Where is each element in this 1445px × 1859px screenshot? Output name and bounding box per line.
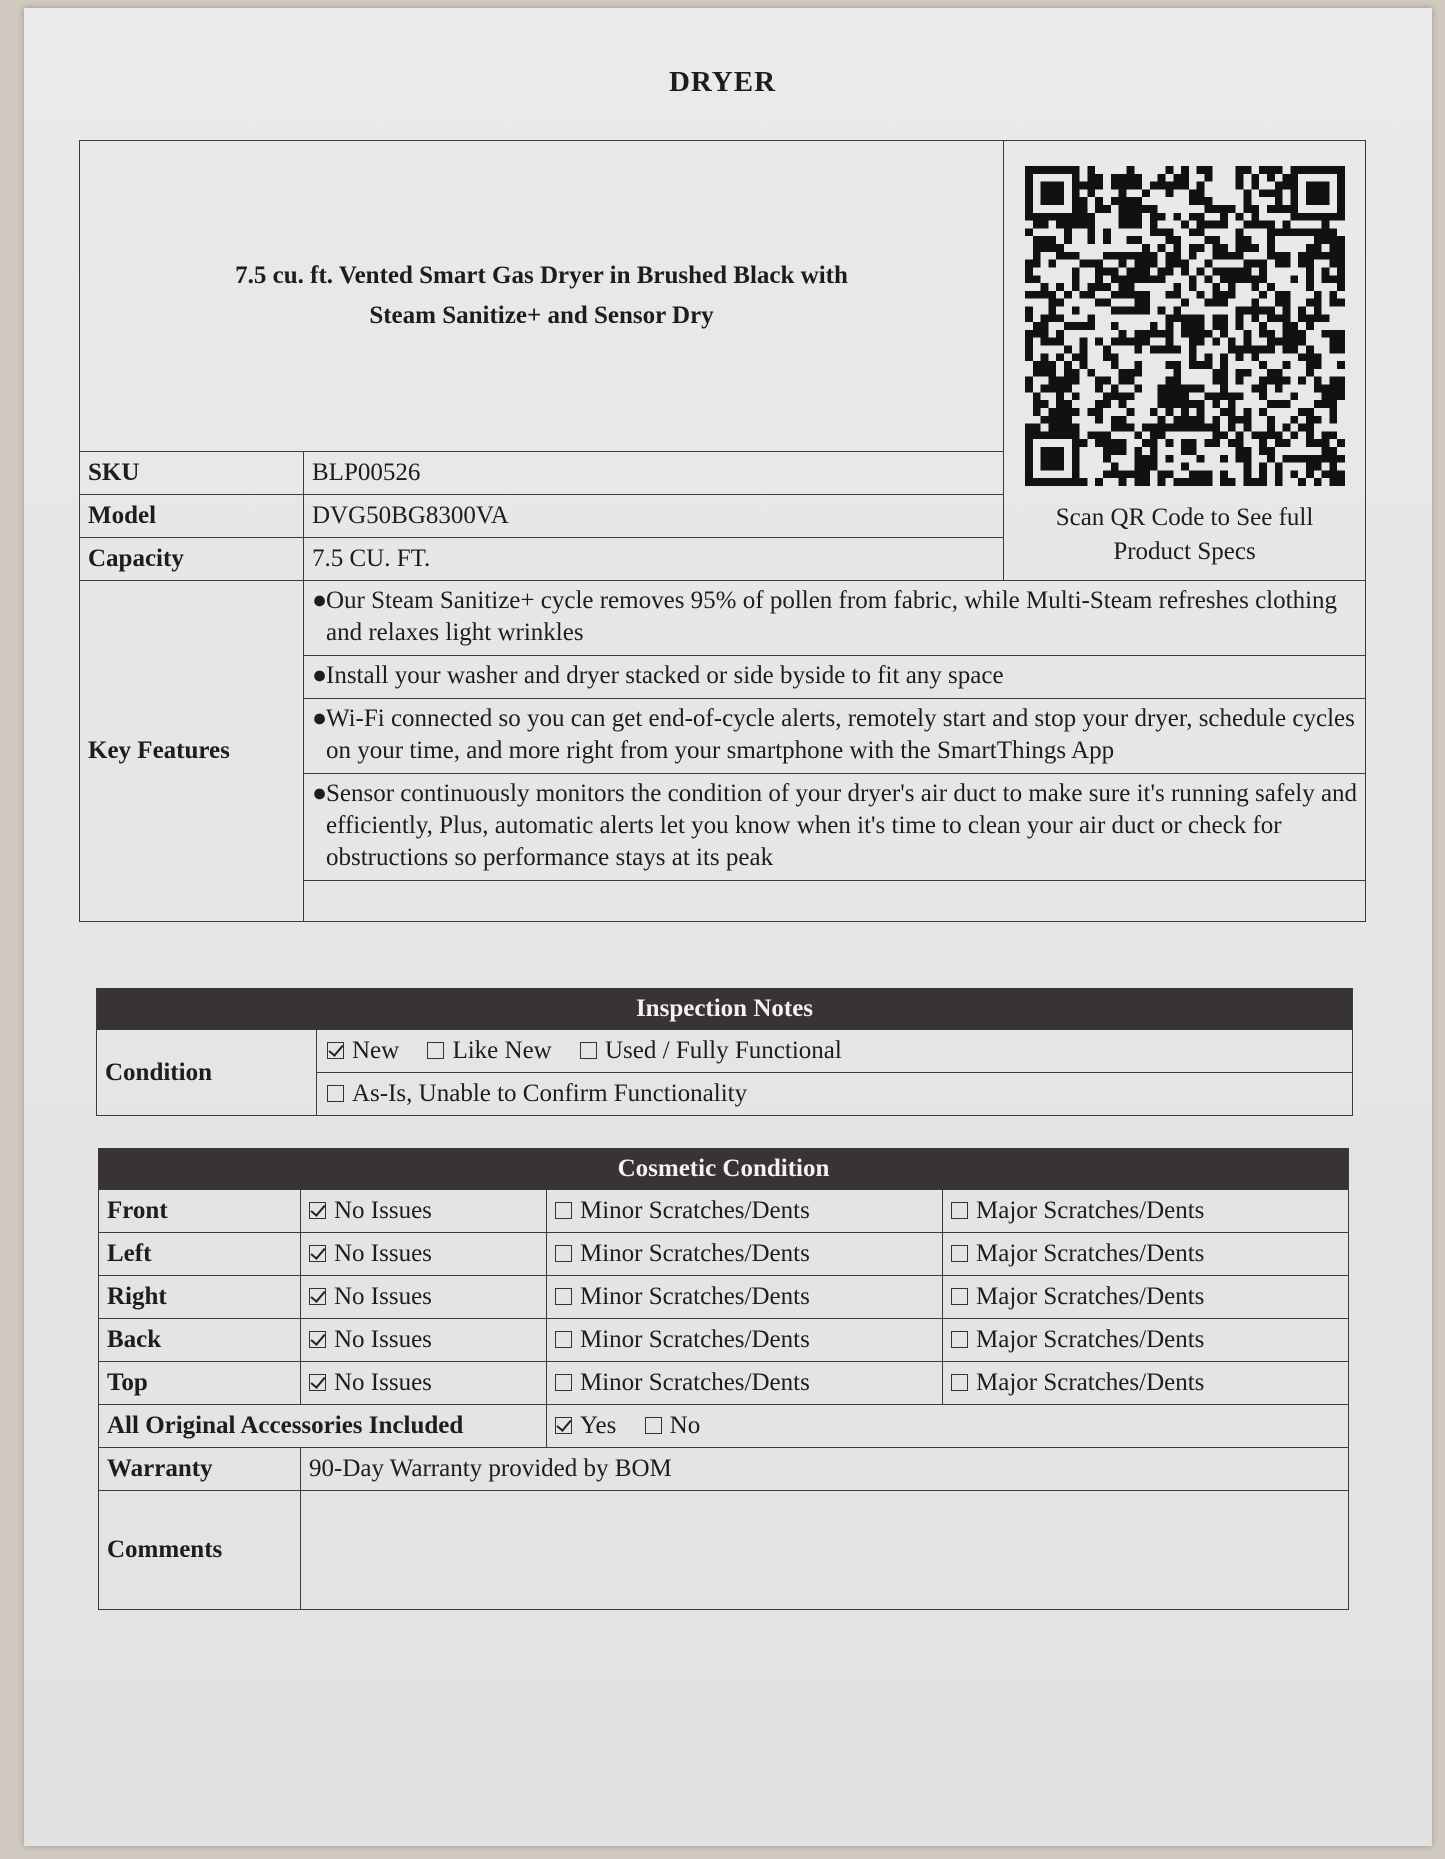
cosmetic-option-label: No Issues [334,1197,432,1224]
checkbox-icon[interactable] [951,1331,968,1348]
cosmetic-option-cell[interactable] [547,1190,943,1233]
feature-item: ● Wi-Fi connected so you can get end-of-cycle alerts, remotely start and stop your dryer, schedule cycles on your time, and more right from your smartphone with the SmartThings App [304,699,1366,774]
spec-value: BLP00526 [304,452,1004,495]
cosmetic-option-cell[interactable] [547,1319,943,1362]
inspection-header: Inspection Notes [97,989,1353,1030]
product-table [79,140,1366,922]
checkbox-icon[interactable] [951,1288,968,1305]
cosmetic-option-label: No Issues [334,1240,432,1267]
document-title: DRYER [668,66,777,98]
condition-option-as-is[interactable]: As-Is, Unable to Confirm Functionality [327,1080,747,1107]
cosmetic-row-label: Back [99,1319,301,1362]
cosmetic-option-label: Major Scratches/Dents [976,1326,1205,1353]
cosmetic-option-label: Minor Scratches/Dents [580,1240,810,1267]
spec-label: Model [80,495,304,538]
qr-caption-line1: Scan QR Code to See full [1055,504,1314,531]
checkbox-icon[interactable] [951,1374,968,1391]
cosmetic-option-cell[interactable] [301,1319,547,1362]
inspection-table [96,988,1353,1116]
spec-value: 7.5 CU. FT. [304,538,1004,581]
checkbox-checked-icon[interactable] [309,1374,326,1391]
cosmetic-option-label: Major Scratches/Dents [976,1283,1205,1310]
checkbox-checked-icon[interactable] [327,1042,344,1059]
condition-option-used[interactable]: Used / Fully Functional [580,1037,842,1064]
cosmetic-header: Cosmetic Condition [99,1149,1349,1190]
condition-options-row2 [317,1073,1353,1116]
cosmetic-row-label: Top [99,1362,301,1405]
checkbox-icon[interactable] [555,1202,572,1219]
checkbox-icon[interactable] [580,1042,597,1059]
product-title-line1: 7.5 cu. ft. Vented Smart Gas Dryer in Brushed Black with [235,262,848,289]
cosmetic-option-label: Major Scratches/Dents [976,1240,1205,1267]
condition-label: Condition [97,1030,317,1116]
cosmetic-row-label: Front [99,1190,301,1233]
feature-item: ● Sensor continuously monitors the condition of your dryer's air duct to make sure it's running safely and efficiently, Plus, automatic alerts let you know when it's time to clean your air duct or check for obstructions so performance stays at its peak [304,774,1366,881]
cosmetic-option-cell[interactable] [301,1276,547,1319]
cosmetic-option-label: Minor Scratches/Dents [580,1197,810,1224]
cosmetic-option-cell[interactable] [301,1233,547,1276]
cosmetic-option-label: Minor Scratches/Dents [580,1283,810,1310]
checkbox-checked-icon[interactable] [309,1202,326,1219]
cosmetic-row-back [99,1319,1349,1362]
cosmetic-option-cell[interactable] [943,1233,1349,1276]
checkbox-icon[interactable] [555,1245,572,1262]
cosmetic-option-cell[interactable] [547,1276,943,1319]
spec-label: SKU [80,452,304,495]
warranty-label: Warranty [99,1448,301,1491]
accessories-yes[interactable]: Yes [555,1412,616,1439]
key-features-label: Key Features [80,581,304,922]
checkbox-icon[interactable] [951,1202,968,1219]
cosmetic-option-cell[interactable] [943,1319,1349,1362]
qr-caption-line2: Product Specs [1113,538,1256,565]
spec-value: DVG50BG8300VA [304,495,1004,538]
cosmetic-option-cell[interactable] [547,1362,943,1405]
cosmetic-option-cell[interactable] [943,1190,1349,1233]
checkbox-checked-icon[interactable] [309,1331,326,1348]
feature-empty-row [304,881,1366,922]
cosmetic-option-label: No Issues [334,1369,432,1396]
cosmetic-row-label: Right [99,1276,301,1319]
comments-label: Comments [99,1491,301,1610]
cosmetic-option-label: Major Scratches/Dents [976,1369,1205,1396]
condition-option-new[interactable]: New [327,1037,399,1064]
checkbox-icon[interactable] [951,1245,968,1262]
checkbox-checked-icon[interactable] [309,1245,326,1262]
cosmetic-option-label: Major Scratches/Dents [976,1197,1205,1224]
cosmetic-option-label: No Issues [334,1283,432,1310]
cosmetic-option-label: Minor Scratches/Dents [580,1369,810,1396]
qr-cell [1004,141,1366,581]
cosmetic-option-cell[interactable] [301,1190,547,1233]
product-title-line2: Steam Sanitize+ and Sensor Dry [369,302,714,329]
cosmetic-option-label: No Issues [334,1326,432,1353]
cosmetic-row-right [99,1276,1349,1319]
cosmetic-option-cell[interactable] [943,1276,1349,1319]
accessories-options [547,1405,1349,1448]
accessories-label: All Original Accessories Included [99,1405,547,1448]
checkbox-checked-icon[interactable] [309,1288,326,1305]
cosmetic-option-label: Minor Scratches/Dents [580,1326,810,1353]
feature-item: ● Our Steam Sanitize+ cycle removes 95% of pollen from fabric, while Multi-Steam refreshes clothing and relaxes light wrinkles [304,581,1366,656]
comments-field[interactable] [301,1491,1349,1610]
checkbox-icon[interactable] [555,1331,572,1348]
condition-option-like-new[interactable]: Like New [427,1037,551,1064]
cosmetic-table [98,1148,1349,1610]
cosmetic-row-label: Left [99,1233,301,1276]
checkbox-icon[interactable] [327,1085,344,1102]
cosmetic-option-cell[interactable] [547,1233,943,1276]
checkbox-icon[interactable] [555,1288,572,1305]
condition-options-row1 [317,1030,1353,1073]
cosmetic-row-front [99,1190,1349,1233]
feature-item: ● Install your washer and dryer stacked or side byside to fit any space [304,656,1366,699]
checkbox-icon[interactable] [555,1374,572,1391]
cosmetic-row-top [99,1362,1349,1405]
checkbox-icon[interactable] [645,1417,662,1434]
cosmetic-row-left [99,1233,1349,1276]
cosmetic-option-cell[interactable] [301,1362,547,1405]
checkbox-icon[interactable] [427,1042,444,1059]
qr-code-icon[interactable] [1025,165,1345,487]
warranty-value: 90-Day Warranty provided by BOM [301,1448,1349,1491]
accessories-no[interactable]: No [645,1412,701,1439]
spec-label: Capacity [80,538,304,581]
cosmetic-option-cell[interactable] [943,1362,1349,1405]
product-title [80,141,1004,452]
checkbox-checked-icon[interactable] [555,1417,572,1434]
